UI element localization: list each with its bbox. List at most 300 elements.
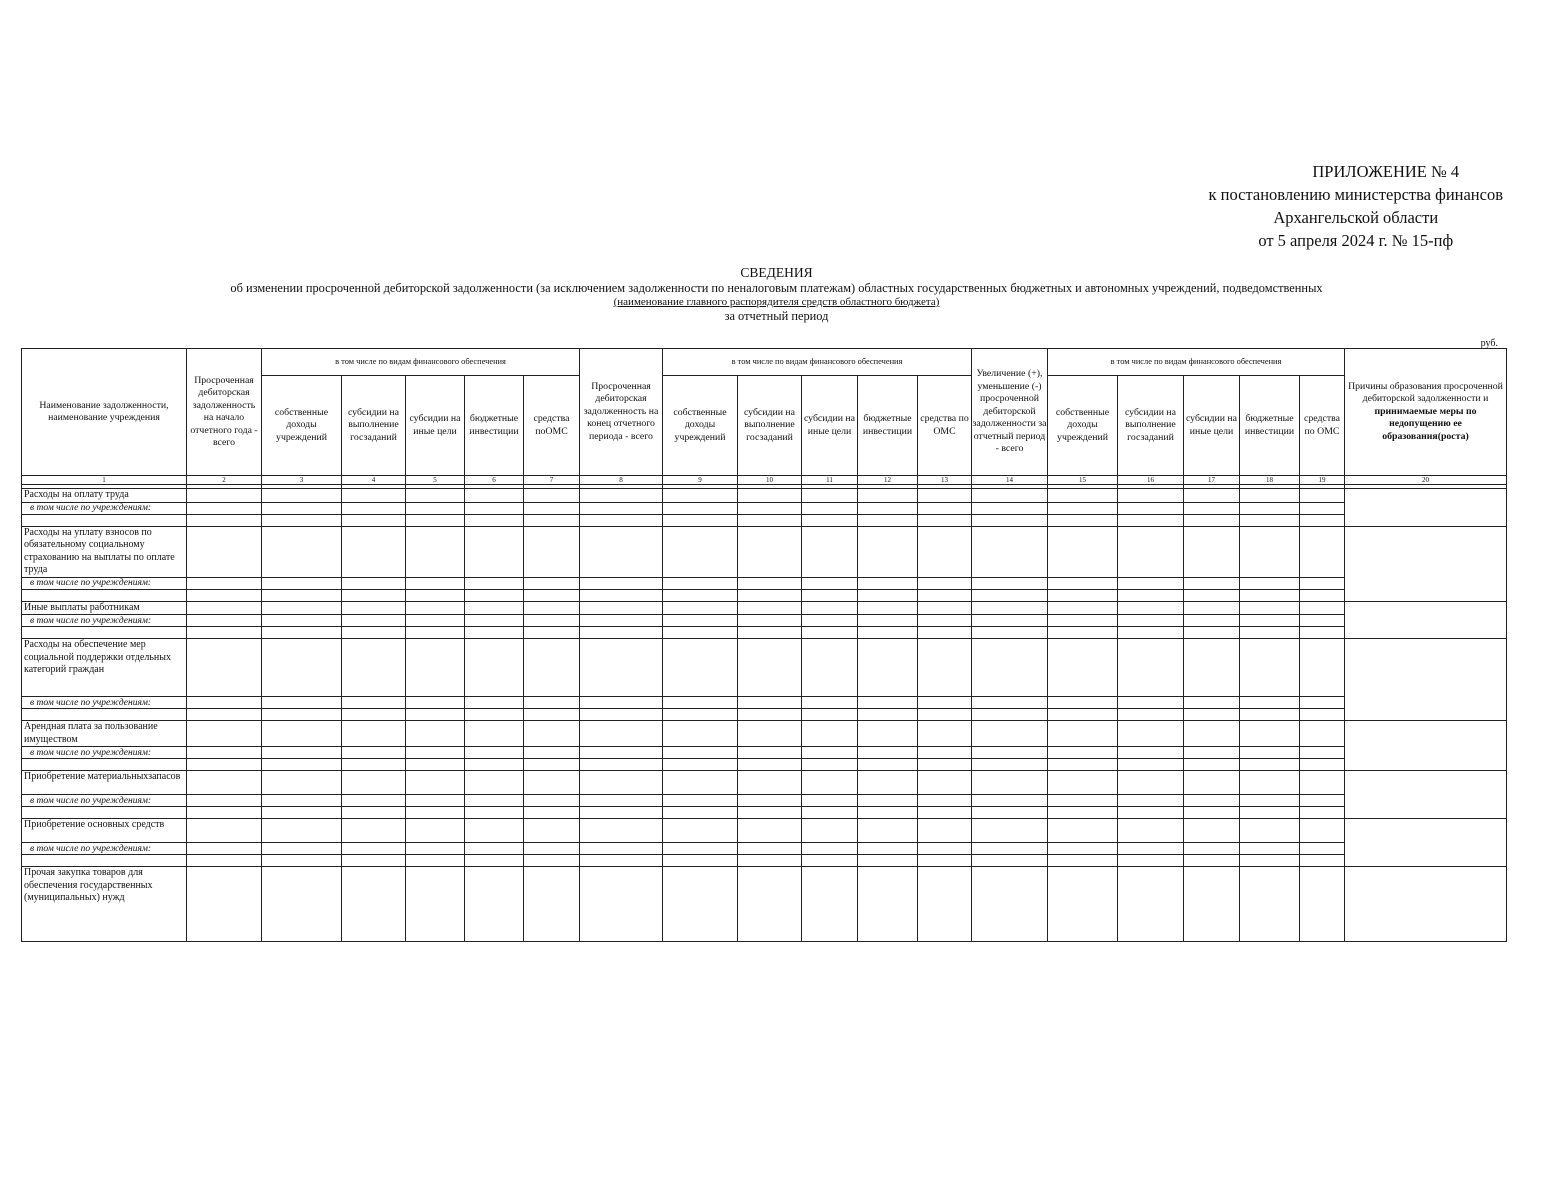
table-row [22,819,1507,843]
value-cell [1300,721,1345,747]
reason-cell [1345,639,1507,721]
value-cell [1240,615,1300,627]
header-reasons-part-2: принимаемые меры по недопущению ее образования(роста) [1374,405,1477,442]
value-cell [524,589,580,601]
value-cell [1118,526,1184,577]
value-cell [972,502,1048,514]
value-cell [406,855,465,867]
value-cell [972,867,1048,942]
value-cell [1240,771,1300,795]
value-cell [580,843,663,855]
column-number: 17 [1184,476,1240,485]
value-cell [738,627,802,639]
value-cell [262,601,342,615]
value-cell [524,697,580,709]
value-cell [580,747,663,759]
value-cell [663,589,738,601]
table-row [22,771,1507,795]
value-cell [663,615,738,627]
value-cell [1300,759,1345,771]
value-cell [918,514,972,526]
value-cell [465,514,524,526]
value-cell [972,855,1048,867]
row-label [22,855,187,867]
value-cell [342,795,406,807]
value-cell [738,721,802,747]
value-cell [858,601,918,615]
value-cell [262,577,342,589]
value-cell [1048,577,1118,589]
subtotal-row [22,615,1507,627]
value-cell [187,843,262,855]
subtotal-row [22,577,1507,589]
value-cell [406,589,465,601]
header-subsidy-other: субсидии на иные цели [1184,376,1240,476]
value-cell [802,489,858,503]
value-cell [1240,514,1300,526]
value-cell [738,514,802,526]
value-cell [1240,697,1300,709]
header-own-income: собственные доходы учреждений [262,376,342,476]
value-cell [802,615,858,627]
value-cell [663,843,738,855]
reason-cell [1345,867,1507,942]
value-cell [262,855,342,867]
value-cell [342,514,406,526]
value-cell [342,589,406,601]
value-cell [342,843,406,855]
value-cell [663,489,738,503]
value-cell [1048,514,1118,526]
value-cell [406,697,465,709]
value-cell [918,807,972,819]
subtotal-row [22,697,1507,709]
value-cell [580,589,663,601]
value-cell [972,627,1048,639]
subrow-label: в том числе по учреждениям: [22,795,187,807]
value-cell [858,514,918,526]
value-cell [663,601,738,615]
header-oms: средства по ОМС [1300,376,1345,476]
value-cell [1184,709,1240,721]
value-cell [465,795,524,807]
document-heading: СВЕДЕНИЯ [740,265,813,280]
value-cell [262,795,342,807]
value-cell [580,577,663,589]
blank-row [22,514,1507,526]
value-cell [406,709,465,721]
value-cell [972,514,1048,526]
value-cell [1118,771,1184,795]
value-cell [342,747,406,759]
value-cell [580,489,663,503]
column-number: 9 [663,476,738,485]
value-cell [465,526,524,577]
value-cell [1300,795,1345,807]
value-cell [262,514,342,526]
row-label: Арендная плата за пользование имуществом [22,721,187,747]
value-cell [1048,526,1118,577]
value-cell [580,807,663,819]
value-cell [262,867,342,942]
row-label [22,514,187,526]
value-cell [187,526,262,577]
value-cell [1300,577,1345,589]
value-cell [858,502,918,514]
value-cell [1118,721,1184,747]
column-number: 7 [524,476,580,485]
reason-cell [1345,721,1507,771]
header-oms: средства поОМС [524,376,580,476]
grbs-caption: (наименование главного распорядителя средств областного бюджета) [613,296,940,308]
value-cell [918,577,972,589]
value-cell [1118,514,1184,526]
value-cell [738,577,802,589]
value-cell [524,601,580,615]
value-cell [1118,709,1184,721]
value-cell [342,771,406,795]
subrow-label: в том числе по учреждениям: [22,747,187,759]
header-group-2: в том числе по видам финансового обеспечения [663,349,972,376]
value-cell [802,627,858,639]
value-cell [663,771,738,795]
blank-row [22,627,1507,639]
value-cell [858,627,918,639]
value-cell [1240,589,1300,601]
table-row [22,601,1507,615]
value-cell [858,721,918,747]
value-cell [1048,615,1118,627]
value-cell [1184,795,1240,807]
value-cell [918,502,972,514]
header-reasons-part-1: Причины образования просроченной дебиторской задолженности и [1348,380,1503,405]
column-number: 10 [738,476,802,485]
value-cell [1118,759,1184,771]
value-cell [187,601,262,615]
value-cell [738,526,802,577]
value-cell [580,601,663,615]
column-number: 1 [22,476,187,485]
value-cell [918,855,972,867]
value-cell [342,502,406,514]
value-cell [663,577,738,589]
subrow-label: в том числе по учреждениям: [22,502,187,514]
value-cell [1184,639,1240,697]
appendix-line-2: к постановлению министерства финансов [1208,185,1503,204]
column-number: 11 [802,476,858,485]
value-cell [858,843,918,855]
value-cell [1240,747,1300,759]
value-cell [406,577,465,589]
value-cell [406,759,465,771]
value-cell [580,867,663,942]
value-cell [802,747,858,759]
value-cell [738,639,802,697]
value-cell [972,615,1048,627]
blank-row [22,709,1507,721]
appendix-number: ПРИЛОЖЕНИЕ № 4 [1312,162,1460,181]
value-cell [406,526,465,577]
row-label [22,589,187,601]
value-cell [465,697,524,709]
value-cell [663,721,738,747]
value-cell [663,502,738,514]
value-cell [262,709,342,721]
value-cell [1300,855,1345,867]
value-cell [524,795,580,807]
value-cell [1184,819,1240,843]
value-cell [342,489,406,503]
value-cell [802,867,858,942]
value-cell [465,843,524,855]
value-cell [1048,627,1118,639]
value-cell [406,601,465,615]
value-cell [802,697,858,709]
value-cell [663,697,738,709]
value-cell [465,807,524,819]
column-number: 12 [858,476,918,485]
value-cell [918,843,972,855]
value-cell [342,819,406,843]
subrow-label: в том числе по учреждениям: [22,697,187,709]
value-cell [187,627,262,639]
value-cell [972,577,1048,589]
value-cell [802,771,858,795]
value-cell [1184,771,1240,795]
value-cell [187,747,262,759]
value-cell [1118,843,1184,855]
value-cell [187,759,262,771]
value-cell [406,771,465,795]
value-cell [187,867,262,942]
value-cell [406,795,465,807]
blank-row [22,589,1507,601]
value-cell [465,759,524,771]
table-row [22,721,1507,747]
value-cell [1240,819,1300,843]
row-label [22,807,187,819]
value-cell [738,867,802,942]
value-cell [1184,601,1240,615]
value-cell [465,489,524,503]
value-cell [342,697,406,709]
value-cell [802,843,858,855]
value-cell [465,855,524,867]
value-cell [1118,807,1184,819]
value-cell [918,709,972,721]
value-cell [1118,697,1184,709]
header-budget-investment: бюджетные инвестиции [858,376,918,476]
value-cell [802,526,858,577]
value-cell [465,771,524,795]
value-cell [1300,807,1345,819]
value-cell [918,589,972,601]
value-cell [1300,514,1345,526]
value-cell [1118,601,1184,615]
value-cell [406,819,465,843]
header-subsidy-other: субсидии на иные цели [802,376,858,476]
reason-cell [1345,489,1507,527]
subtotal-row [22,747,1507,759]
value-cell [1300,819,1345,843]
header-row-1 [22,349,1507,376]
value-cell [972,721,1048,747]
column-number: 13 [918,476,972,485]
header-name: Наименование задолженности, наименование учреждения [22,349,187,476]
subtotal-row [22,502,1507,514]
value-cell [262,771,342,795]
value-cell [1184,855,1240,867]
value-cell [580,627,663,639]
value-cell [406,721,465,747]
value-cell [1118,819,1184,843]
row-label: Прочая закупка товаров для обеспечения государственных (муниципальных) нужд [22,867,187,942]
value-cell [738,502,802,514]
value-cell [465,615,524,627]
value-cell [187,615,262,627]
value-cell [972,807,1048,819]
value-cell [524,759,580,771]
value-cell [972,843,1048,855]
value-cell [858,867,918,942]
appendix-line-3: Архангельской области [1273,208,1439,227]
value-cell [1118,489,1184,503]
value-cell [524,843,580,855]
value-cell [580,855,663,867]
value-cell [972,709,1048,721]
value-cell [1048,795,1118,807]
value-cell [858,639,918,697]
header-subsidy-other: субсидии на иные цели [406,376,465,476]
reason-cell [1345,601,1507,639]
value-cell [580,771,663,795]
header-subsidy-task: субсидии на выполнение госзаданий [1118,376,1184,476]
value-cell [524,709,580,721]
value-cell [406,514,465,526]
reason-cell [1345,819,1507,867]
value-cell [342,639,406,697]
value-cell [406,489,465,503]
value-cell [1184,697,1240,709]
value-cell [1184,589,1240,601]
header-subsidy-task: субсидии на выполнение госзаданий [342,376,406,476]
value-cell [406,615,465,627]
value-cell [342,807,406,819]
value-cell [465,709,524,721]
value-cell [580,615,663,627]
value-cell [1048,759,1118,771]
value-cell [663,639,738,697]
value-cell [406,747,465,759]
table-row [22,639,1507,697]
row-label: Расходы на оплату труда [22,489,187,503]
value-cell [1184,526,1240,577]
value-cell [1184,867,1240,942]
value-cell [187,855,262,867]
value-cell [1184,514,1240,526]
value-cell [663,867,738,942]
value-cell [406,627,465,639]
column-number: 19 [1300,476,1345,485]
value-cell [342,721,406,747]
value-cell [1240,709,1300,721]
value-cell [262,615,342,627]
value-cell [342,855,406,867]
value-cell [858,807,918,819]
value-cell [524,627,580,639]
value-cell [1048,819,1118,843]
value-cell [580,502,663,514]
value-cell [1300,601,1345,615]
subrow-label: в том числе по учреждениям: [22,615,187,627]
subtotal-row [22,843,1507,855]
value-cell [858,855,918,867]
value-cell [918,639,972,697]
value-cell [524,502,580,514]
value-cell [580,709,663,721]
value-cell [262,502,342,514]
value-cell [802,639,858,697]
value-cell [972,697,1048,709]
value-cell [524,747,580,759]
value-cell [1048,843,1118,855]
value-cell [1240,807,1300,819]
value-cell [1300,489,1345,503]
value-cell [524,577,580,589]
value-cell [262,819,342,843]
value-cell [262,526,342,577]
column-number-row [22,476,1507,485]
value-cell [802,807,858,819]
value-cell [406,867,465,942]
value-cell [580,721,663,747]
value-cell [858,709,918,721]
value-cell [1048,589,1118,601]
value-cell [1240,489,1300,503]
value-cell [342,867,406,942]
value-cell [1184,489,1240,503]
value-cell [918,759,972,771]
value-cell [972,747,1048,759]
blank-row [22,759,1507,771]
value-cell [858,819,918,843]
value-cell [918,819,972,843]
value-cell [580,819,663,843]
value-cell [465,867,524,942]
value-cell [342,627,406,639]
value-cell [262,747,342,759]
column-number: 2 [187,476,262,485]
value-cell [972,771,1048,795]
value-cell [858,795,918,807]
value-cell [1184,747,1240,759]
value-cell [262,489,342,503]
value-cell [465,577,524,589]
value-cell [1184,759,1240,771]
row-label: Иные выплаты работникам [22,601,187,615]
report-body [22,485,1507,942]
value-cell [1118,589,1184,601]
value-cell [918,526,972,577]
value-cell [738,589,802,601]
header-overdue-start: Просроченная дебиторская задолженность на начало отчетного года - всего [187,349,262,476]
reason-cell [1345,771,1507,819]
value-cell [1300,747,1345,759]
value-cell [1184,627,1240,639]
value-cell [465,589,524,601]
value-cell [1048,639,1118,697]
value-cell [1184,843,1240,855]
